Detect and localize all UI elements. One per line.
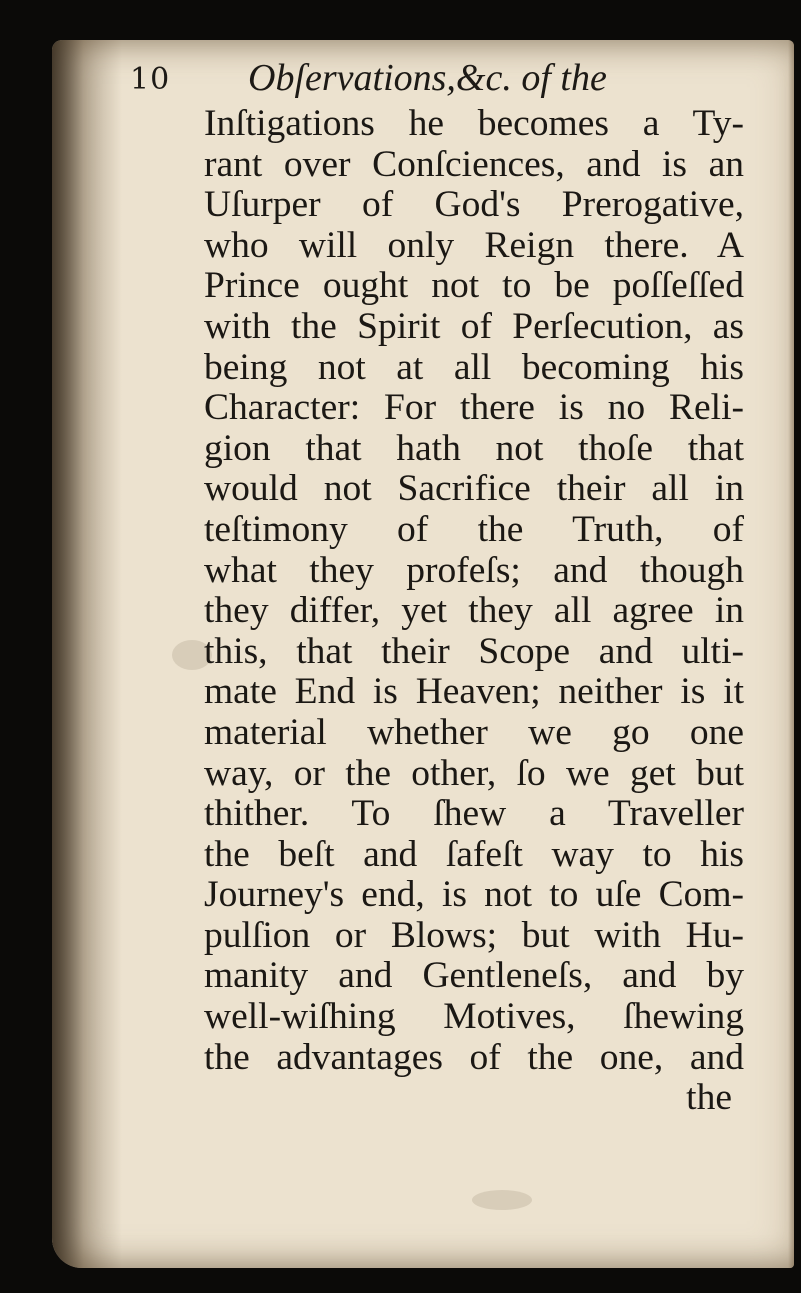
text-line: being not at all becoming his: [204, 346, 744, 388]
running-head: Obſervations,&c. of the: [248, 57, 607, 99]
text-line: with the Spirit of Perſecution, as: [204, 305, 744, 347]
text-line: the beſt and ſafeſt way to his: [204, 833, 744, 875]
binding-gutter-shadow: [52, 40, 122, 1268]
page-edge: [788, 40, 794, 1268]
text-line: they differ, yet they all agree in: [204, 590, 744, 632]
text-line: the advantages of the one, and: [204, 1036, 744, 1078]
text-line: rant over Conſciences, and is an: [204, 143, 744, 185]
text-line: who will only Reign there. A: [204, 224, 744, 266]
text-line: manity and Gentleneſs, and by: [204, 955, 744, 997]
text-line: material whether we go one: [204, 711, 744, 753]
text-line: Prince ought not to be poſſeſſed: [204, 265, 744, 307]
text-line: mate End is Heaven; neither is it: [204, 671, 744, 713]
text-line: this, that their Scope and ulti-: [204, 630, 744, 672]
text-line: well-wiſhing Motives, ſhewing: [204, 996, 744, 1038]
text-line: Character: For there is no Reli-: [204, 387, 744, 429]
page-number: 10: [130, 62, 171, 97]
catchword: the: [686, 1077, 732, 1119]
body-text: [204, 104, 744, 1119]
paper-stain: [472, 1190, 532, 1210]
text-line: gion that hath not thoſe that: [204, 427, 744, 469]
text-line: Journey's end, is not to uſe Com-: [204, 874, 744, 916]
text-line: way, or the other, ſo we get but: [204, 752, 744, 794]
text-line: thither. To ſhew a Traveller: [204, 793, 744, 835]
text-line: would not Sacrifice their all in: [204, 468, 744, 510]
text-line: Uſurper of God's Prerogative,: [204, 184, 744, 226]
text-line: pulſion or Blows; but with Hu-: [204, 914, 744, 956]
text-line: Inſtigations he becomes a Ty-: [204, 103, 744, 144]
text-line: what they profeſs; and though: [204, 549, 744, 591]
text-line: teſtimony of the Truth, of: [204, 508, 744, 550]
